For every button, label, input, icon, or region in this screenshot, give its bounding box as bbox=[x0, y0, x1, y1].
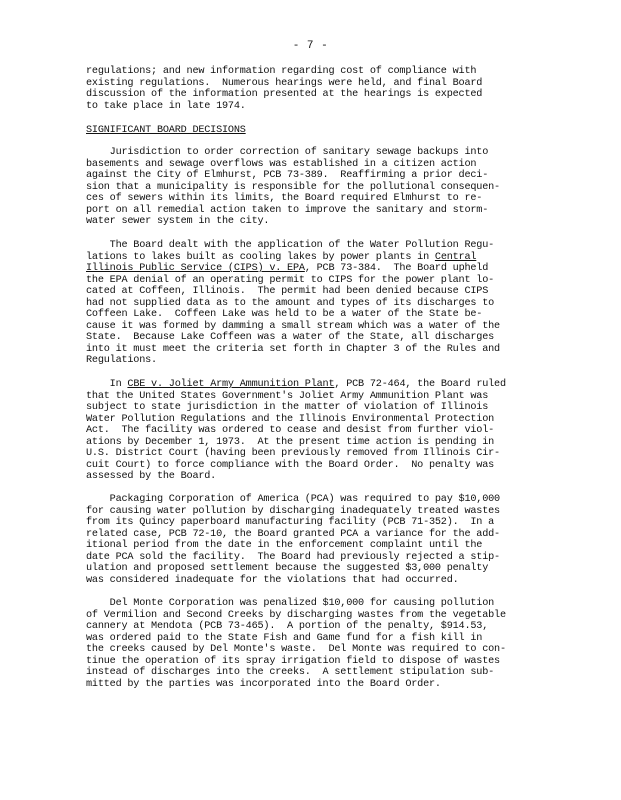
text-line: Jurisdiction to order correction of sanitary sewage backups into bbox=[86, 147, 489, 158]
text-line-fragment: In bbox=[86, 379, 128, 390]
text-line: itional period from the date in the enforcement complaint until the bbox=[86, 540, 483, 551]
paragraph-joliet bbox=[86, 379, 576, 483]
text-line: the creeks caused by Del Monte's waste. Del Monte was required to con- bbox=[86, 644, 506, 655]
text-line: ces of sewers within its limits, the Board required Elmhurst to re- bbox=[86, 193, 483, 204]
text-line-fragment: , PCB 72-464, the Board ruled bbox=[334, 379, 506, 390]
text-line: sion that a municipality is responsible for the pollutional consequen- bbox=[86, 181, 500, 193]
text-line: ations by December 1, 1973. At the present time action is pending in bbox=[86, 436, 495, 448]
paragraph-cips bbox=[86, 240, 576, 367]
text-line: subject to state jurisdiction in the matter of violation of Illinois bbox=[86, 402, 489, 413]
text-line: had not supplied data as to the amount and types of its discharges to bbox=[86, 297, 495, 309]
text-line: date PCA sold the facility. The Board had previously rejected a stip- bbox=[86, 551, 500, 563]
text-line: ulation and proposed settlement because the suggested $3,000 penalty bbox=[86, 563, 489, 574]
text-line: basements and sewage overflows was established in a citizen action bbox=[86, 158, 477, 170]
intro-paragraph bbox=[86, 66, 576, 112]
text-line: for causing water pollution by discharging inadequately treated wastes bbox=[86, 505, 500, 517]
text-line: regulations; and new information regarding cost of compliance with bbox=[86, 66, 477, 77]
page-number: - 7 - bbox=[292, 40, 329, 52]
text-line: into it must meet the criteria set forth in Chapter 3 of the Rules and bbox=[86, 343, 500, 355]
text-line-fragment: lations to lakes built as cooling lakes by power plants in bbox=[86, 251, 435, 263]
text-line: cause it was formed by damming a small stream which was a water of the bbox=[86, 320, 500, 332]
text-line: The Board dealt with the application of the Water Pollution Regu- bbox=[86, 240, 495, 251]
text-line: related case, PCB 72-10, the Board granted PCA a variance for the add- bbox=[86, 528, 500, 540]
text-line: Act. The facility was ordered to cease and desist from further viol- bbox=[86, 425, 495, 436]
text-line: water sewer system in the city. bbox=[86, 216, 270, 227]
text-line: was considered inadequate for the violations that had occurred. bbox=[86, 574, 459, 586]
paragraph-elmhurst bbox=[86, 147, 576, 228]
text-line: assessed by the Board. bbox=[86, 471, 217, 482]
case-name-underlined: Illinois Public Service (CIPS) v. EPA bbox=[86, 263, 305, 274]
text-line: of Vermilion and Second Creeks by discharging wastes from the vegetable bbox=[86, 609, 506, 621]
text-line: against the City of Elmhurst, PCB 73-389. Reaffirming a prior deci- bbox=[86, 170, 489, 181]
text-line: cannery at Mendota (PCB 73-465). A portion of the penalty, $914.53, bbox=[86, 621, 489, 632]
text-line: port on all remedial action taken to improve the sanitary and storm- bbox=[86, 204, 489, 216]
text-line-fragment: , PCB 73-384. The Board upheld bbox=[304, 263, 489, 274]
text-line: Water Pollution Regulations and the Illinois Environmental Protection bbox=[86, 413, 495, 425]
text-line: Regulations. bbox=[86, 355, 157, 366]
text-line: tinue the operation of its spray irrigation field to dispose of wastes bbox=[86, 655, 500, 667]
text-line: the EPA denial of an operating permit to CIPS for the power plant lo- bbox=[86, 274, 495, 286]
paragraph-del-monte bbox=[86, 598, 576, 690]
text-line: cuit Court) to force compliance with the Board Order. No penalty was bbox=[86, 459, 495, 471]
text-line: from its Quincy paperboard manufacturing facility (PCB 71-352). In a bbox=[86, 517, 495, 528]
case-name-underlined: Central bbox=[434, 251, 477, 263]
text-line: discussion of the information presented at the hearings is expected bbox=[86, 89, 483, 100]
text-line: cated at Coffeen, Illinois. The permit had been denied because CIPS bbox=[86, 286, 489, 297]
text-line: was ordered paid to the State Fish and Game fund for a fish kill in bbox=[86, 632, 483, 644]
text-line: existing regulations. Numerous hearings were held, and final Board bbox=[86, 77, 483, 89]
text-line: State. Because Lake Coffeen was a water of the State, all discharges bbox=[86, 332, 495, 343]
text-line: Coffeen Lake. Coffeen Lake was held to be a water of the State be- bbox=[86, 309, 483, 320]
paragraph-pca bbox=[86, 494, 576, 586]
case-name-underlined: CBE v. Joliet Army Ammunition Plant bbox=[127, 379, 335, 390]
text-line: instead of discharges into the creeks. A settlement stipulation sub- bbox=[86, 667, 495, 678]
text-line: U.S. District Court (having been previously removed from Illinois Cir- bbox=[86, 448, 500, 459]
section-heading: SIGNIFICANT BOARD DECISIONS bbox=[86, 125, 246, 136]
text-line: Packaging Corporation of America (PCA) was required to pay $10,000 bbox=[86, 494, 500, 505]
text-line: to take place in late 1974. bbox=[86, 100, 246, 112]
text-line: that the United States Government's Joliet Army Ammunition Plant was bbox=[86, 390, 489, 402]
text-line: mitted by the parties was incorporated into the Board Order. bbox=[86, 678, 441, 690]
text-line: Del Monte Corporation was penalized $10,000 for causing pollution bbox=[86, 598, 495, 609]
